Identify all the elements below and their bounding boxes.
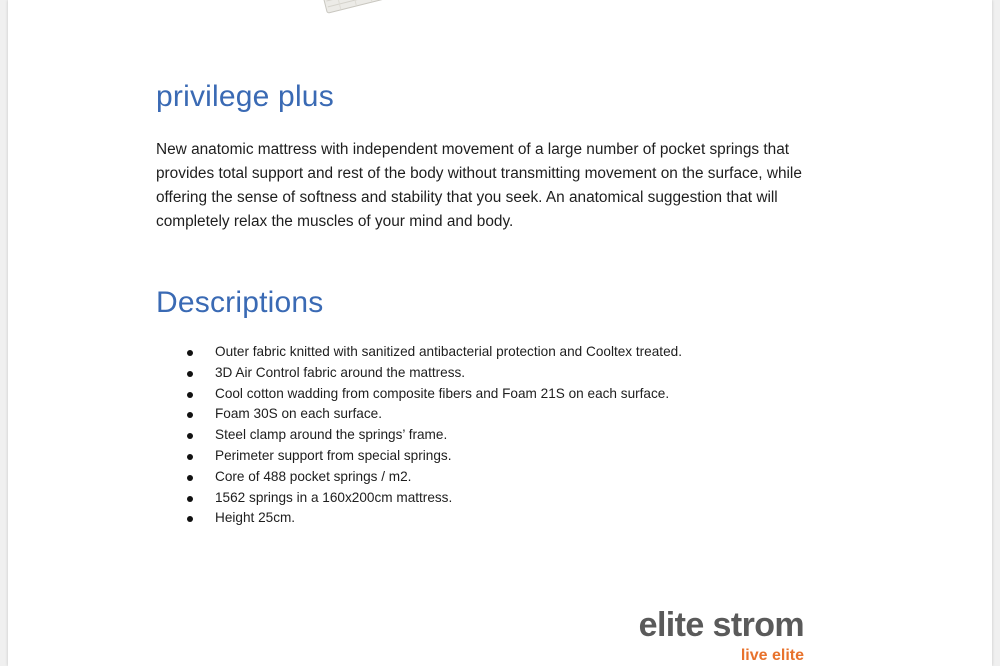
bullet-icon	[187, 496, 193, 502]
features-list	[156, 342, 682, 529]
bullet-icon	[187, 350, 193, 356]
list-item-text: Steel clamp around the springs’ frame.	[215, 427, 448, 443]
bullet-icon	[187, 516, 193, 522]
mattress-image	[318, 0, 392, 14]
list-item	[156, 508, 682, 529]
list-item	[156, 342, 682, 363]
list-item-text: 1562 springs in a 160x200cm mattress.	[215, 489, 453, 505]
bullet-icon	[187, 433, 193, 439]
document-page	[8, 0, 992, 666]
list-item-text: Outer fabric knitted with sanitized antibacterial protection and Cooltex treated.	[215, 344, 682, 359]
list-item-text: 3D Air Control fabric around the mattress.	[215, 364, 466, 380]
list-item	[156, 467, 682, 488]
bullet-icon	[187, 392, 193, 398]
list-item	[156, 404, 682, 425]
product-description: New anatomic mattress with independent movement of a large number of pocket springs that provides total support and rest of the body without transmitting movement on the surface, while offering the sense of softness and stability that you seek. An anatomical suggestion that will completely relax the muscles of your mind and body.	[156, 141, 802, 230]
list-item-text: Perimeter support from special springs.	[215, 447, 452, 463]
list-item	[156, 363, 682, 384]
list-item	[156, 446, 682, 467]
list-item	[156, 425, 682, 446]
list-item-text: Height 25cm.	[215, 510, 296, 526]
list-item	[156, 488, 682, 509]
list-item-text: Cool cotton wadding from composite fibers and Foam 21S on each surface.	[215, 385, 670, 401]
brand-tagline: live elite	[740, 647, 804, 664]
brand-logo	[600, 606, 804, 665]
bullet-icon	[187, 475, 193, 481]
brand-name: elite strom	[638, 606, 804, 644]
descriptions-heading: Descriptions	[156, 286, 324, 319]
list-item	[156, 384, 682, 405]
bullet-icon	[187, 371, 193, 377]
product-title: privilege plus	[156, 80, 334, 113]
list-item-text: Core of 488 pocket springs / m2.	[215, 468, 412, 484]
bullet-icon	[187, 454, 193, 460]
list-item-text: Foam 30S on each surface.	[215, 406, 382, 422]
bullet-icon	[187, 412, 193, 418]
